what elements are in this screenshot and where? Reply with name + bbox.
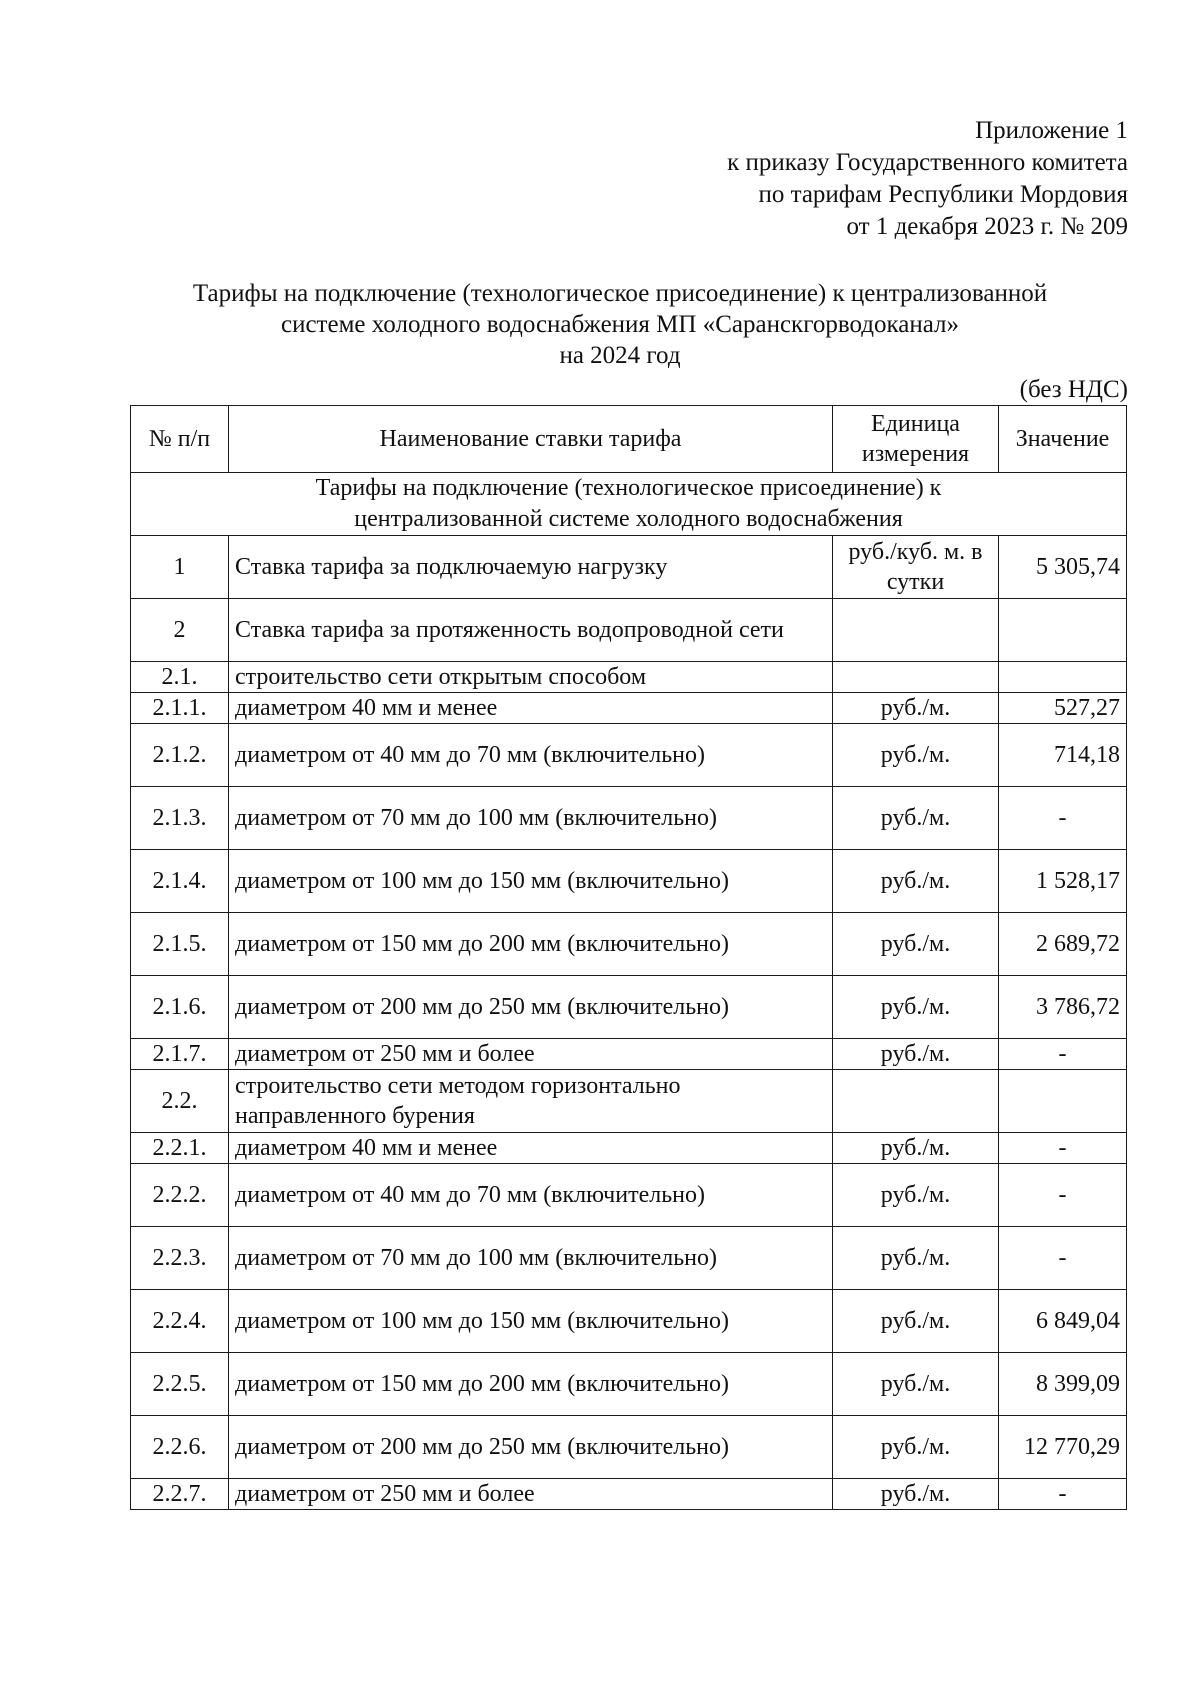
- rate-unit: руб./м.: [833, 1133, 999, 1164]
- title-line-1: Тарифы на подключение (технологическое присоединение) к централизованной: [192, 280, 1048, 307]
- rate-name: диаметром от 150 мм до 200 мм (включительно): [229, 913, 833, 976]
- rate-unit: руб./м.: [833, 693, 999, 724]
- column-header-value: Значение: [999, 406, 1127, 473]
- committee-line: по тарифам Республики Мордовия: [758, 181, 1128, 208]
- rate-unit: руб./м.: [833, 1290, 999, 1353]
- section-title-row: [131, 473, 1127, 536]
- document-title: [120, 278, 1120, 371]
- table-row: [131, 693, 1127, 724]
- rate-name: Ставка тарифа за подключаемую нагрузку: [229, 536, 833, 599]
- row-number: 2.2.7.: [131, 1479, 229, 1510]
- rate-unit: руб./м.: [833, 1479, 999, 1510]
- table-row: [131, 1227, 1127, 1290]
- row-number: 1: [131, 536, 229, 599]
- table-row: [131, 1416, 1127, 1479]
- row-number: 2.2.1.: [131, 1133, 229, 1164]
- rate-value: 6 849,04: [999, 1290, 1127, 1353]
- section-title-line-1: Тарифы на подключение (технологическое присоединение) к: [315, 475, 942, 501]
- rate-value: -: [999, 1133, 1127, 1164]
- rate-value: -: [999, 1164, 1127, 1227]
- table-row: [131, 1070, 1127, 1133]
- row-number: 2.2.5.: [131, 1353, 229, 1416]
- table-row: [131, 913, 1127, 976]
- row-number: 2.1.1.: [131, 693, 229, 724]
- rate-name: диаметром 40 мм и менее: [229, 1133, 833, 1164]
- table-header-row: [131, 406, 1127, 473]
- row-number: 2.1.4.: [131, 850, 229, 913]
- tariff-table: [130, 405, 1127, 1510]
- rate-unit: руб./м.: [833, 724, 999, 787]
- rate-name: строительство сети методом горизонтально направленного бурения: [229, 1070, 833, 1133]
- table-row: [131, 1479, 1127, 1510]
- appendix-label: Приложение 1: [975, 117, 1128, 144]
- rate-value: 714,18: [999, 724, 1127, 787]
- rate-name: Ставка тарифа за протяженность водопроводной сети: [229, 599, 833, 662]
- table-row: [131, 850, 1127, 913]
- table-row: [131, 1353, 1127, 1416]
- order-line: к приказу Государственного комитета: [727, 149, 1128, 176]
- row-number: 2.2.3.: [131, 1227, 229, 1290]
- table-row: [131, 1164, 1127, 1227]
- rate-name: диаметром от 100 мм до 150 мм (включительно): [229, 1290, 833, 1353]
- rate-name: диаметром от 250 мм и более: [229, 1039, 833, 1070]
- rate-unit: [833, 662, 999, 693]
- title-line-2: системе холодного водоснабжения МП «Саранскгорводоканал»: [280, 311, 959, 338]
- rate-value: -: [999, 1479, 1127, 1510]
- row-number: 2.1.7.: [131, 1039, 229, 1070]
- row-number: 2.2.6.: [131, 1416, 229, 1479]
- rate-unit: руб./м.: [833, 976, 999, 1039]
- table-row: [131, 599, 1127, 662]
- section-title-line-2: централизованной системе холодного водоснабжения: [354, 506, 903, 532]
- row-number: 2.1.5.: [131, 913, 229, 976]
- title-line-3: на 2024 год: [559, 342, 681, 369]
- rate-value: 3 786,72: [999, 976, 1127, 1039]
- table-row: [131, 536, 1127, 599]
- row-number: 2.1.6.: [131, 976, 229, 1039]
- rate-value: 5 305,74: [999, 536, 1127, 599]
- table-row: [131, 1133, 1127, 1164]
- column-header-unit: [833, 406, 999, 473]
- row-number: 2.1.2.: [131, 724, 229, 787]
- rate-name: диаметром от 150 мм до 200 мм (включительно): [229, 1353, 833, 1416]
- table-row: [131, 1290, 1127, 1353]
- table-row: [131, 662, 1127, 693]
- rate-value: 8 399,09: [999, 1353, 1127, 1416]
- rate-unit: руб./м.: [833, 1227, 999, 1290]
- column-header-number: № п/п: [131, 406, 229, 473]
- rate-unit: руб./м.: [833, 1353, 999, 1416]
- rate-unit: руб./куб. м. в сутки: [833, 536, 999, 599]
- rate-name: строительство сети открытым способом: [229, 662, 833, 693]
- rate-unit: руб./м.: [833, 913, 999, 976]
- rate-name: диаметром от 40 мм до 70 мм (включительно): [229, 1164, 833, 1227]
- rate-value: [999, 1070, 1127, 1133]
- rate-value: -: [999, 1039, 1127, 1070]
- table-row: [131, 1039, 1127, 1070]
- rate-value: 527,27: [999, 693, 1127, 724]
- rate-value: -: [999, 787, 1127, 850]
- rate-value: [999, 599, 1127, 662]
- row-number: 2.2.: [131, 1070, 229, 1133]
- rate-unit: [833, 599, 999, 662]
- table-row: [131, 976, 1127, 1039]
- column-header-name: Наименование ставки тарифа: [229, 406, 833, 473]
- row-number: 2.1.: [131, 662, 229, 693]
- rate-unit: руб./м.: [833, 1164, 999, 1227]
- rate-value: -: [999, 1227, 1127, 1290]
- rate-name: диаметром 40 мм и менее: [229, 693, 833, 724]
- rate-name: диаметром от 40 мм до 70 мм (включительно): [229, 724, 833, 787]
- rate-name: диаметром от 200 мм до 250 мм (включительно): [229, 1416, 833, 1479]
- rate-value: 12 770,29: [999, 1416, 1127, 1479]
- rate-value: 2 689,72: [999, 913, 1127, 976]
- section-title: [131, 473, 1127, 536]
- row-number: 2: [131, 599, 229, 662]
- rate-unit: руб./м.: [833, 787, 999, 850]
- rate-name: диаметром от 200 мм до 250 мм (включительно): [229, 976, 833, 1039]
- row-number: 2.2.4.: [131, 1290, 229, 1353]
- table-row: [131, 724, 1127, 787]
- rate-unit: руб./м.: [833, 1039, 999, 1070]
- rate-name: диаметром от 70 мм до 100 мм (включительно): [229, 1227, 833, 1290]
- unit-header-line-1: Единица: [871, 411, 960, 437]
- rate-value: 1 528,17: [999, 850, 1127, 913]
- rate-unit: руб./м.: [833, 1416, 999, 1479]
- rate-name: диаметром от 100 мм до 150 мм (включительно): [229, 850, 833, 913]
- unit-header-line-2: измерения: [861, 441, 970, 467]
- vat-note: (без НДС): [1019, 376, 1128, 403]
- rate-name: диаметром от 250 мм и более: [229, 1479, 833, 1510]
- order-reference: [727, 115, 1128, 243]
- rate-unit: руб./м.: [833, 850, 999, 913]
- rate-unit: [833, 1070, 999, 1133]
- rate-value: [999, 662, 1127, 693]
- rate-name: диаметром от 70 мм до 100 мм (включительно): [229, 787, 833, 850]
- table-row: [131, 787, 1127, 850]
- row-number: 2.2.2.: [131, 1164, 229, 1227]
- row-number: 2.1.3.: [131, 787, 229, 850]
- order-date: от 1 декабря 2023 г. № 209: [846, 213, 1128, 240]
